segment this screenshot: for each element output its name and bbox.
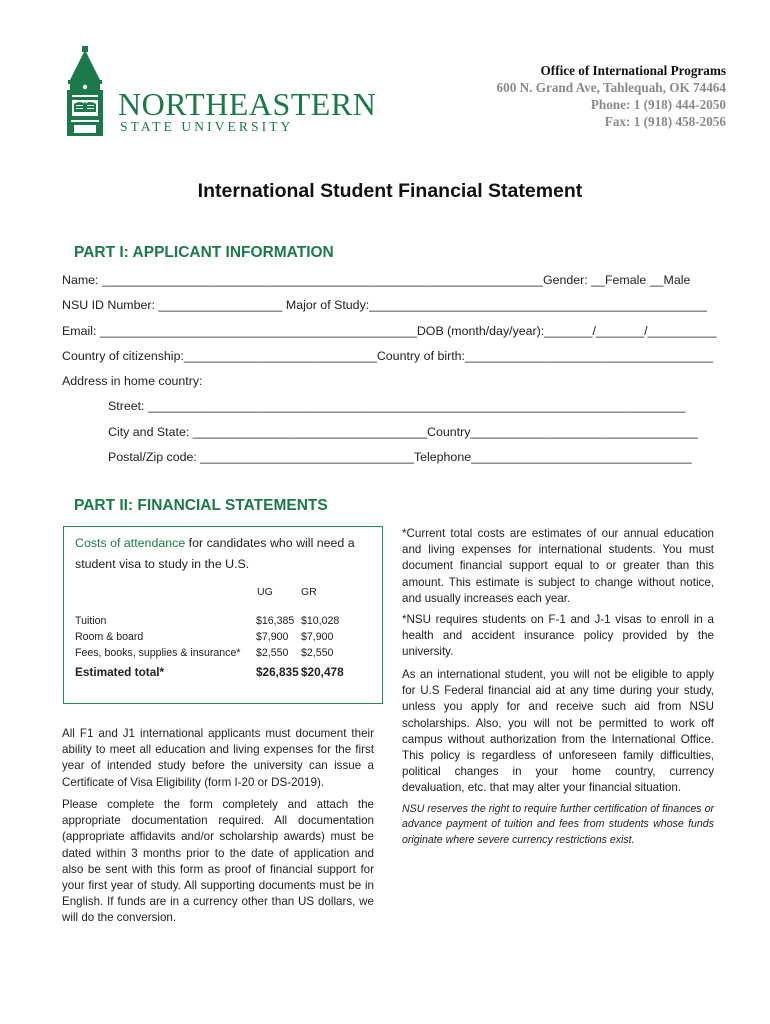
logo-wordmark: NORTHEASTERN <box>118 86 377 122</box>
logo-subtitle: STATE UNIVERSITY <box>120 119 294 134</box>
office-contact-block <box>497 62 726 130</box>
cost-estimate-note: *Current total costs are estimates of our annual education and living expenses for international students. You must document financial support equal to or greater than this amount. This estimate is subject to change without notice, and usually increases each year. <box>402 527 714 605</box>
address-label: Address in home country: <box>62 374 203 388</box>
estimated-total-ug: $26,835 <box>256 665 299 679</box>
cost-row-gr: $10,028 <box>301 615 340 627</box>
col-gr-header: GR <box>301 586 317 598</box>
cost-row-label: Tuition <box>75 615 107 627</box>
name-field[interactable]: Name: ________________________________________________________________Gender: __Female __Male <box>62 273 691 287</box>
cost-intro <box>75 533 375 575</box>
insurance-note: *NSU requires students on F-1 and J-1 visas to enroll in a health and accident insurance policy provided by the university. <box>402 613 714 659</box>
cost-row-ug: $7,900 <box>256 631 289 643</box>
email-field[interactable]: Email: ______________________________________________DOB (month/day/year):_______/_______/__________ <box>62 324 717 338</box>
instructions-paragraph: Please complete the form completely and attach the appropriate documentation required. All documentation (appropriate affidavits and/or scholarship awards) must be dated within 3 months prior to the date of application and also be sent with this form as proof of financial support for your first year of study. All supporting documents must be in English. If funds are in a currency other than US dollars, we will do the conversion. <box>62 798 374 925</box>
office-title: Office of International Programs <box>540 63 726 78</box>
office-fax: Fax: 1 (918) 458-2056 <box>604 114 726 129</box>
cost-row-gr: $2,550 <box>301 647 334 659</box>
cost-row-label: Fees, books, supplies & insurance* <box>75 647 241 659</box>
cost-row-ug: $2,550 <box>256 647 289 659</box>
cost-of-attendance-box <box>63 526 383 704</box>
office-phone: Phone: 1 (918) 444-2050 <box>590 97 726 112</box>
col-ug-header: UG <box>257 586 273 598</box>
financial-aid-note: As an international student, you will not be eligible to apply for U.S Federal financial aid at any time during your study, unless you apply for and receive such aid from NSU scholarships. Also, you will not be permitted to work off campus without authorization from the International Office. This policy is regardless of unforeseen family difficulties, political changes in your home country, currency devaluation, etc. that may alter your financial situation. <box>402 668 714 795</box>
currency-restriction-note: NSU reserves the right to require further certification of finances or advance payment of tuition and fees from students whose funds originate where severe currency restrictions exist. <box>402 803 714 846</box>
cost-row-label: Room & board <box>75 631 144 643</box>
office-address: 600 N. Grand Ave, Tahlequah, OK 74464 <box>496 80 726 95</box>
city-state-field[interactable]: City and State: __________________________________Country_________________________________ <box>108 425 698 439</box>
cost-row-gr: $7,900 <box>301 631 334 643</box>
estimated-total-label: Estimated total* <box>75 665 165 679</box>
cost-row-ug: $16,385 <box>256 615 295 627</box>
postal-telephone-field[interactable]: Postal/Zip code: _______________________________Telephone________________________________ <box>108 450 692 464</box>
document-title: International Student Financial Statement <box>197 180 583 202</box>
part2-heading: PART II: FINANCIAL STATEMENTS <box>74 497 328 514</box>
nsu-id-field[interactable]: NSU ID Number: __________________ Major of Study:_________________________________________________ <box>62 298 707 312</box>
street-field[interactable]: Street: ______________________________________________________________________________ <box>108 399 686 413</box>
cost-intro-text: for candidates who will need a student visa to study in the U.S. <box>75 536 355 571</box>
part1-heading: PART I: APPLICANT INFORMATION <box>74 244 334 261</box>
university-logo <box>62 46 382 138</box>
cost-intro-accent: Costs of attendance <box>75 536 186 550</box>
country-field[interactable]: Country of citizenship:____________________________Country of birth:____________________________________ <box>62 349 714 363</box>
estimated-total-gr: $20,478 <box>301 665 344 679</box>
documentation-paragraph: All F1 and J1 international applicants must document their ability to meet all education and living expenses for the first year of intended study before the university can issue a Certificate of Visa Eligibility (form I-20 or DS-2019). <box>62 727 374 789</box>
clock-tower-icon <box>62 46 108 136</box>
